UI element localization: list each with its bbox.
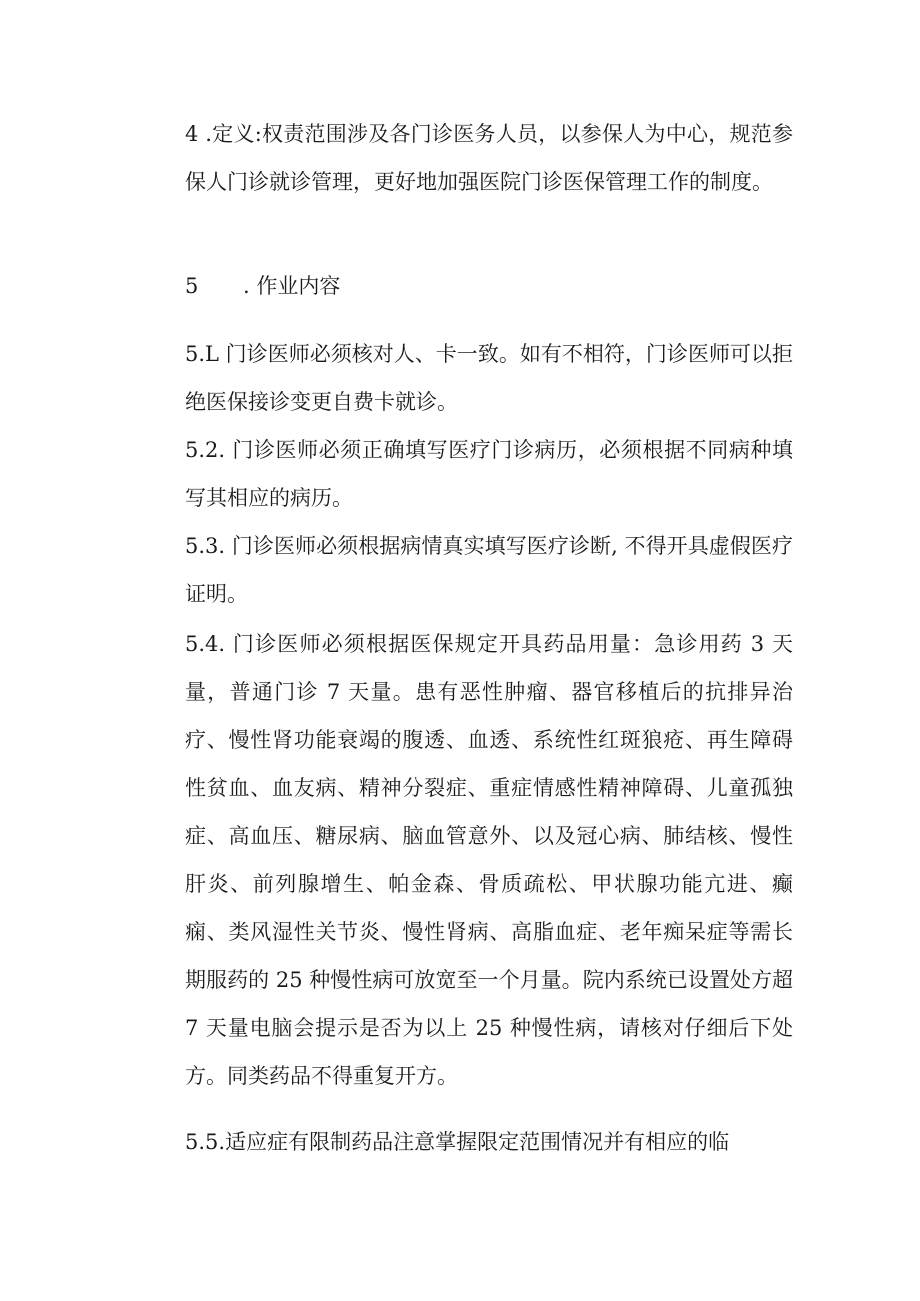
section-5-2-text: 5.2. 门诊医师必须正确填写医疗门诊病历，必须根据不同病种填写其相应的病历。	[185, 438, 793, 510]
section-5-heading	[185, 262, 340, 310]
section-5-5	[137, 1118, 793, 1166]
section-5-1	[137, 330, 793, 426]
section-5-1-text: 5.L 门诊医师必须核对人、卡一致。如有不相符，门诊医师可以拒绝医保接诊变更自费卡就诊。	[185, 342, 793, 414]
section-5-number: 5	[185, 274, 199, 298]
section-5-3-text: 5.3. 门诊医师必须根据病情真实填写医疗诊断, 不得开具虚假医疗证明。	[185, 534, 793, 606]
section-4-text: 4 .定义:权责范围涉及各门诊医务人员，以参保人为中心，规范参保人门诊就诊管理，更好地加强医院门诊医保管理工作的制度。	[185, 122, 793, 194]
section-5-title: . 作业内容	[243, 274, 341, 298]
section-5-5-text: 5.5.适应症有限制药品注意掌握限定范围情况并有相应的临	[185, 1130, 730, 1154]
section-5-2	[137, 426, 793, 522]
section-4-definition	[137, 110, 793, 206]
section-5-3	[137, 522, 793, 618]
section-5-4	[137, 620, 793, 1100]
section-5-4-text: 5.4. 门诊医师必须根据医保规定开具药品用量：急诊用药 3 天量，普通门诊 7 天量。患有恶性肿瘤、器官移植后的抗排异治疗、慢性肾功能衰竭的腹透、血透、系统性红斑狼疮、再生障碍性贫血、血友病、精神分裂症、重症情感性精神障碍、儿童孤独症、高血压、糖尿病、脑血管意外、以及冠心病、肺结核、慢性肝炎、前列腺增生、帕金森、骨质疏松、甲状腺功能亢进、癫痫、类风湿性关节炎、慢性肾病、高脂血症、老年痴呆症等需长期服药的 25 种慢性病可放宽至一个月量。院内系统已设置处方超 7 天量电脑会提示是否为以上 25 种慢性病，请核对仔细后下处方。同类药品不得重复开方。	[185, 632, 793, 1088]
